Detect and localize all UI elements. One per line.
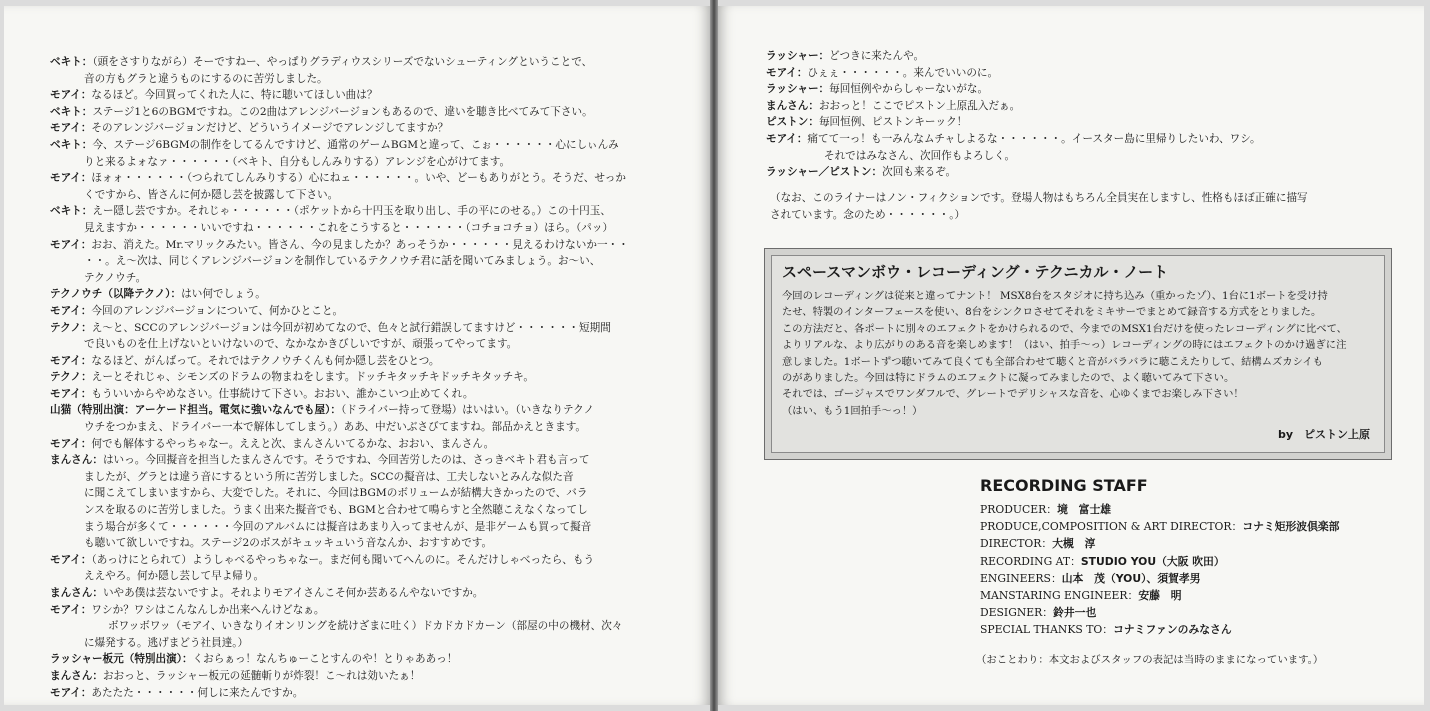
dialog-line — [50, 137, 680, 154]
dialog-text: 何でも解体するやっちゃなー。ええと次、まんさんいてるかな、おおい、まんさん。 — [91, 437, 495, 450]
dialog-line — [50, 519, 680, 536]
note-line: （なお、このライナーはノン・フィクションです。登場人物はもちろん全員実在しますし、性格もほぼ正確に描写 — [770, 192, 1308, 204]
dialog-text: そのアレンジバージョンだけど、どういうイメージでアレンジしてますか？ — [91, 122, 449, 135]
dialog-text: ええやろ。何か隠し芸して早よ帰り。 — [84, 570, 265, 583]
staff-role: SPECIAL THANKS TO： — [980, 623, 1114, 637]
dialog-line — [50, 253, 680, 270]
speaker-name: モアイ： — [50, 553, 92, 566]
dialog-line — [50, 154, 680, 171]
dialog-text: ンスを取るのに苦労しました。うまく出来た擬音でも、BGMと合わせて鳴らすと全然聴こえなくなってし — [84, 504, 588, 517]
staff-role: RECORDING AT： — [980, 554, 1081, 568]
dialog-text: （ドライバー持って登場）はいはい。（いきなりテクノ — [341, 404, 595, 417]
dialog-text: 毎回恒例、ピストンキーック！ — [818, 116, 968, 129]
staff-role: MANSTARING ENGINEER： — [980, 589, 1139, 603]
dialog-text: に聞こえてしまいますから、大変でした。それに、今回はBGMのボリュームが結構大きかったので、バラ — [84, 487, 588, 500]
technical-note-line: のがありました。今回は特にドラムのエフェクトに凝ってみましたので、よく聴いてみて下さい。 — [782, 372, 1235, 385]
dialog-text: もういいからやめなさい。仕事続けて下さい。おおい、誰かこいつ止めてくれ。 — [91, 387, 474, 400]
recording-staff-title: RECORDING STAFF — [980, 476, 1148, 495]
dialog-text: 音の方もグラと違うものにするのに苦労しました。 — [84, 72, 328, 85]
recording-staff-list — [980, 501, 1339, 639]
speaker-name: モアイ： — [50, 686, 92, 699]
staff-row — [980, 553, 1339, 570]
dialog-text: いやあ僕は芸ないですよ。それよりモアイさんこそ何か芸あるんやないですか。 — [102, 587, 484, 599]
left-dialog — [50, 54, 680, 701]
dialog-text: まう場合が多くて・・・・・・今回のアルバムには擬音はあまり入ってませんが、是非ゲームも買って擬音 — [84, 520, 592, 533]
dialog-line — [50, 369, 680, 386]
dialog-text: えーとそれじゃ、シモンズのドラムの物まねをします。ドッチキタッチキドッチキタッチキ。 — [91, 371, 534, 384]
dialog-text: それではみなさん、次回作もよろしく。 — [824, 149, 1016, 162]
dialog-line — [50, 87, 680, 104]
speaker-name: ラッシャー： — [766, 83, 830, 96]
staff-role: PRODUCER： — [980, 503, 1058, 516]
staff-value: 大槻 淳 — [1052, 537, 1096, 551]
staff-role: PRODUCE,COMPOSITION & ART DIRECTOR： — [980, 520, 1243, 534]
speaker-name: ラッシャー／ピストン： — [766, 166, 883, 179]
dialog-line — [766, 148, 1386, 165]
speaker-name: モアイ： — [50, 354, 92, 367]
speaker-name: モアイ： — [50, 603, 92, 616]
speaker-name: ピストン： — [766, 116, 819, 129]
dialog-text: 見えますか・・・・・・いいですね・・・・・・これをこうすると・・・・・・（コチョコチョ）ほら。（パッ） — [84, 221, 614, 234]
dialog-text: で良いものを仕上げないといけないので、なかなかきびしいですが、頑張ってやってます。 — [84, 338, 518, 351]
dialog-text: え～と、SCCのアレンジバージョンは今回が初めてなので、色々と試行錯誤してますけど・・・・・・短期間 — [91, 321, 611, 334]
technical-note-body — [782, 288, 1372, 419]
technical-note-line: （はい、もう1回拍手～っ！） — [782, 404, 923, 417]
dialog-text: テクノウチ。 — [84, 271, 147, 284]
dialog-text: なるほど。今回買ってくれた人に、特に聴いてほしい曲は？ — [91, 89, 378, 102]
dialog-text: ひぇぇ・・・・・・。来んでいいのに。 — [807, 66, 999, 79]
dialog-line — [766, 114, 1386, 131]
dialog-text: りと来るよォなァ・・・・・・（ベキト、自分もしんみりする）アレンジを心がけてます。 — [84, 155, 511, 168]
dialog-line — [50, 54, 680, 71]
dialog-line — [50, 535, 680, 552]
speaker-name: 山猫（特別出演：アーケード担当。電気に強いなんでも屋）： — [50, 404, 342, 417]
dialog-line — [50, 668, 680, 685]
technical-note-line: 今回のレコーディングは従来と違ってナント！ MSX8台をスタジオに持ち込み（重かったゾ）、1台に1ボートを受け持 — [782, 290, 1328, 302]
technical-note-line: たせ、特製のインターフェースを使い、8台をシンクロさせてそれをミキサーでまとめて録音する方式をとりました。 — [782, 306, 1322, 319]
book-spine — [710, 0, 718, 711]
speaker-name: まんさん： — [50, 454, 103, 467]
dialog-line — [50, 502, 680, 519]
staff-value: 安藤 明 — [1138, 589, 1182, 603]
speaker-name: まんさん： — [50, 587, 103, 599]
dialog-line — [50, 203, 680, 220]
dialog-line — [50, 602, 680, 619]
dialog-line — [50, 452, 680, 469]
dialog-line — [766, 131, 1386, 148]
dialog-text: あたたた・・・・・・何しに来たんですか。 — [91, 686, 304, 699]
dialog-line — [50, 436, 680, 453]
dialog-text: おおっと、ラッシャー板元の延髄斬りが炸裂！こ～れは効いたぁ！ — [102, 669, 421, 682]
dialog-line — [766, 65, 1386, 82]
staff-row — [980, 535, 1339, 552]
dialog-text: はい何でしょう。 — [181, 288, 266, 301]
staff-row — [980, 518, 1339, 535]
technical-note-box — [764, 248, 1392, 460]
dialog-line — [50, 120, 680, 137]
technical-note-line: よりリアルな、より広がりのある音を楽しめます！（はい、拍手～っ）レコーディングの時にはエフェクトのかけ過ぎに注 — [782, 339, 1347, 352]
speaker-name: モアイ： — [50, 387, 92, 400]
technical-note-line: それでは、ゴージャスでワンダフルで、グレートでデリシャスな音を、心ゆくまでお楽しみ下さい！ — [782, 388, 1244, 401]
staff-role: DESIGNER： — [980, 606, 1054, 620]
dialog-line — [50, 485, 680, 502]
dialog-text: ・・。え～次は、同じくアレンジバージョンを制作しているテクノウチ君に話を聞いてみましょう。お～い、 — [84, 255, 601, 268]
dialog-line — [50, 320, 680, 337]
dialog-line — [50, 635, 680, 652]
dialog-text: も聴いて欲しいですね。ステージ2のボスがキュッキュいう音なんか、おすすめです。 — [84, 537, 493, 550]
staff-value: 鈴井一也 — [1053, 606, 1097, 620]
disclaimer: （おことわり：本文およびスタッフの表記は当時のままになっています。） — [976, 654, 1324, 666]
dialog-text: おおっと！ここでピストン上原乱入だぁ。 — [818, 99, 1021, 112]
dialog-text: 今回のアレンジバージョンについて、何かひとこと。 — [91, 304, 344, 317]
staff-value: コナミ矩形波倶楽部 — [1242, 520, 1340, 534]
dialog-line — [50, 419, 680, 436]
staff-row — [980, 604, 1339, 621]
dialog-text: ボワッボワッ（モアイ、いきなりイオンリングを続けざまに吐く）ドカドカドカーン（部屋の中の機材、次々 — [108, 620, 623, 633]
note-line: されています。念のため・・・・・・。） — [770, 208, 966, 221]
dialog-line — [766, 48, 1386, 65]
speaker-name: モアイ： — [50, 89, 92, 102]
dialog-text: （あっけにとられて）ようしゃべるやっちゃなー。まだ何も聞いてへんのに。そんだけしゃべったら、もう — [91, 553, 595, 566]
staff-role: DIRECTOR： — [980, 537, 1053, 551]
speaker-name: ベキト： — [50, 56, 93, 68]
dialog-line — [50, 336, 680, 353]
staff-row — [980, 621, 1339, 638]
dialog-text: 次回も来るぞ。 — [882, 166, 957, 179]
dialog-line — [50, 651, 680, 668]
dialog-line — [50, 568, 680, 585]
speaker-name: モアイ： — [50, 304, 92, 317]
speaker-name: まんさん： — [766, 99, 819, 112]
staff-role: ENGINEERS： — [980, 571, 1062, 585]
dialog-line — [766, 164, 1386, 181]
right-dialog — [766, 48, 1386, 181]
dialog-line — [50, 170, 680, 187]
dialog-line — [766, 81, 1386, 98]
dialog-text: ましたが、グラとは違う音にするという所に苦労しました。SCCの擬音は、工夫しないとみんな似た音 — [84, 470, 574, 483]
dialog-text: くおらぁっ！なんちゅーことすんのや！とりゃああっ！ — [192, 653, 458, 666]
dialog-line — [50, 270, 680, 287]
staff-value: 山本 茂（YOU）、須賀孝男 — [1061, 571, 1201, 585]
dialog-line — [50, 685, 680, 702]
dialog-text: ワシか？ワシはこんなんしか出来へんけどなぁ。 — [91, 603, 325, 616]
technical-note-inner — [771, 255, 1385, 453]
dialog-line — [50, 402, 680, 419]
dialog-line — [766, 98, 1386, 115]
speaker-name: ラッシャー板元（特別出演）： — [50, 653, 193, 666]
dialog-line — [50, 237, 680, 254]
speaker-name: テクノ： — [50, 371, 92, 384]
dialog-line — [50, 220, 680, 237]
dialog-text: 今、ステージ6BGMの制作をしてるんですけど、通常のゲームBGMと違って、こぉ・・・・・・心にしぃんみ — [92, 138, 619, 151]
dialog-text: （頭をさすりながら）そーですねー、やっぱりグラディウスシリーズでないシューティングということで、 — [92, 56, 593, 68]
speaker-name: テクノ： — [50, 321, 92, 334]
left-page — [4, 6, 710, 705]
speaker-name: まんさん： — [50, 669, 103, 682]
dialog-text: くですから、皆さんに何か隠し芸を披露して下さい。 — [84, 188, 339, 201]
technical-note-line: この方法だと、各ポートに別々のエフェクトをかけられるので、今までのMSX1台だけを使ったレコーディングに比べて、 — [782, 322, 1347, 335]
speaker-name: ベキト： — [50, 205, 93, 218]
dialog-line — [50, 585, 680, 602]
dialog-text: ウチをつかまえ、ドライバー一本で解体してしまう。）ああ、中だいぶさびてますね。部品かえときます。 — [84, 421, 587, 434]
dialog-line — [50, 469, 680, 486]
dialog-line — [50, 104, 680, 121]
speaker-name: モアイ： — [50, 172, 92, 185]
dialog-text: おお、消えた。Mr.マリックみたい。皆さん、今の見ましたか？あっそうか・・・・・・見えるわけないか一・・ — [91, 238, 629, 251]
dialog-text: に爆発する。逃げまどう社員達。） — [84, 636, 249, 649]
speaker-name: モアイ： — [766, 66, 808, 79]
speaker-name: ベキト： — [50, 105, 93, 118]
technical-note-title: スペースマンボウ・レコーディング・テクニカル・ノート — [782, 263, 1169, 281]
staff-row — [980, 501, 1339, 518]
dialog-text: 痛てて一っ！も一みんなムチャしよるな・・・・・・。イースター島に里帰りしたいわ、ワシ。 — [807, 132, 1261, 145]
speaker-name: モアイ： — [50, 122, 92, 135]
dialog-text: ステージ1と6のBGMですね。この2曲はアレンジバージョンもあるので、違いを聴き比べてみて下さい。 — [92, 105, 593, 118]
speaker-name: モアイ： — [50, 238, 92, 251]
staff-row — [980, 570, 1339, 587]
staff-value: 境 富士雄 — [1057, 503, 1112, 516]
speaker-name: モアイ： — [766, 132, 808, 145]
staff-value: STUDIO YOU（大阪 吹田） — [1080, 554, 1225, 568]
dialog-line — [50, 353, 680, 370]
nonfiction-note — [770, 190, 1380, 223]
dialog-text: はいっ。今回擬音を担当したまんさんです。そうですね、今回苦労したのは、さっきベキト君も言って — [102, 454, 590, 467]
speaker-name: テクノウチ（以降テクノ）： — [50, 288, 182, 301]
speaker-name: ラッシャー： — [766, 50, 830, 62]
right-page — [718, 6, 1424, 705]
dialog-line — [50, 71, 680, 88]
dialog-text: えー隠し芸ですか。それじゃ・・・・・・（ポケットから十円玉を取り出し、手の平にのせる。）この十円玉、 — [92, 205, 611, 218]
speaker-name: モアイ： — [50, 437, 92, 450]
dialog-text: ほォォ・・・・・・（つられてしんみりする）心にねェ・・・・・・。いや、どーもありがとう。そうだ、せっか — [91, 172, 626, 185]
dialog-text: 毎回恒例やからしゃーないがな。 — [829, 83, 989, 96]
dialog-text: なるほど、がんばって。それではテクノウチくんも何か隠し芸をひとつ。 — [91, 354, 440, 367]
technical-note-line: 意しました。1ボートずつ聴いてみて良くても全部合わせて聴くと音がバラバラに聴こえたりして、結構ムズカシイも — [782, 355, 1323, 368]
technical-note-signature: by ピストン上原 — [1277, 428, 1370, 441]
dialog-line — [50, 552, 680, 569]
staff-value: コナミファンのみなさん — [1113, 623, 1232, 637]
dialog-line — [50, 187, 680, 204]
dialog-line — [50, 286, 680, 303]
dialog-line — [50, 303, 680, 320]
staff-row — [980, 587, 1339, 604]
dialog-line — [50, 386, 680, 403]
dialog-text: どつきに来たんや。 — [829, 50, 925, 62]
speaker-name: ベキト： — [50, 138, 93, 151]
dialog-line — [50, 618, 680, 635]
